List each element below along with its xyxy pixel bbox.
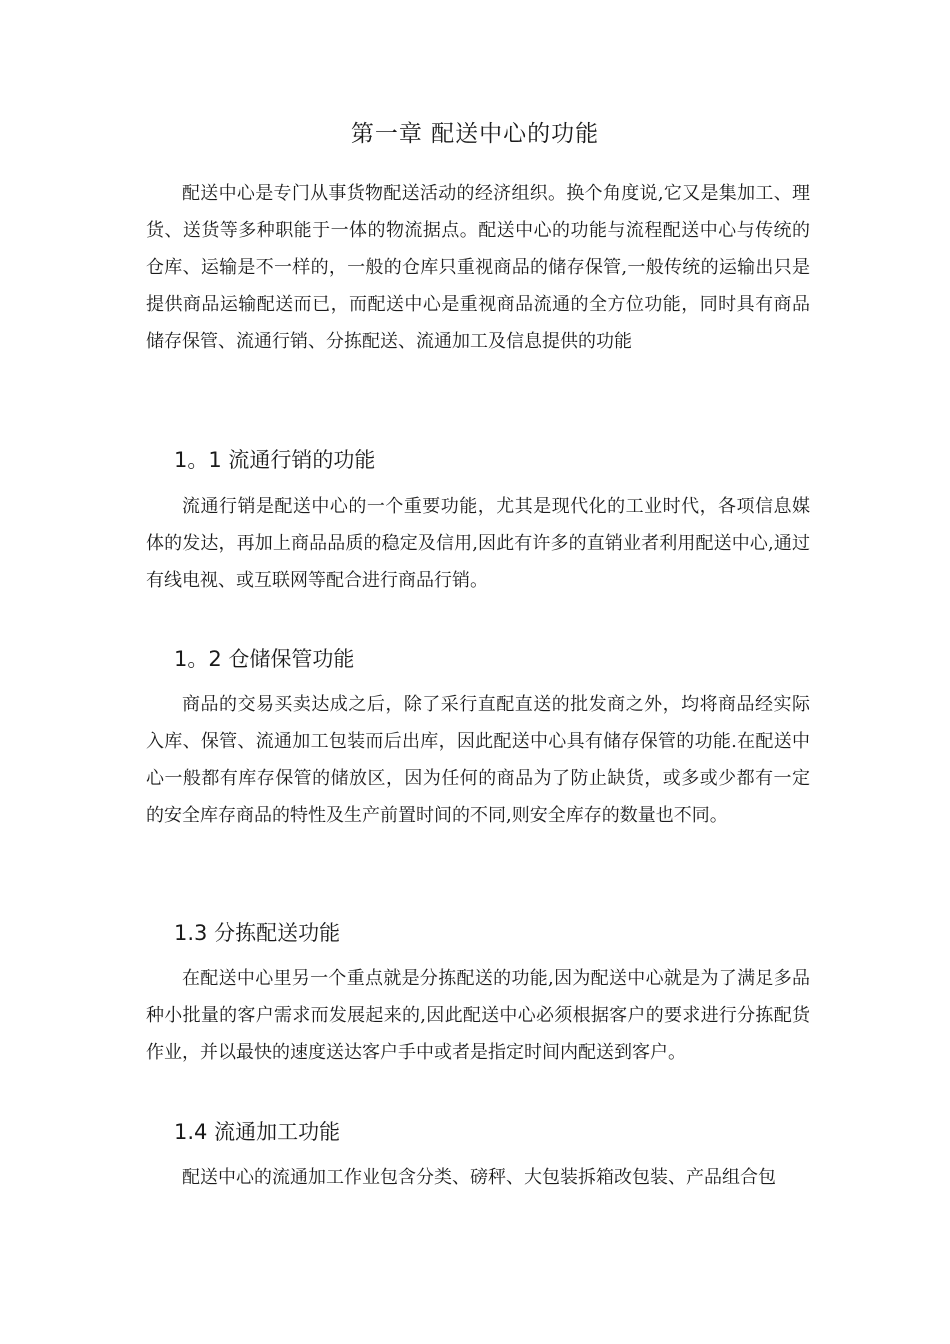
section-body-1-4: 配送中心的流通加工作业包含分类、磅秤、大包装拆箱改包装、产品组合包 (182, 1167, 776, 1188)
section-heading-1-2: 1。2 仓储保管功能 (174, 647, 355, 671)
section-body-1-1: 流通行销是配送中心的一个重要功能，尤其是现代化的工业时代，各项信息媒体的发达，再加上商品品质的稳定及信用,因此有许多的直销业者利用配送中心,通过有线电视、或互联网等配合进行商品行销。 (146, 496, 810, 591)
section-heading-1-4: 1.4 流通加工功能 (174, 1120, 341, 1144)
section-heading-1-1: 1。1 流通行销的功能 (174, 448, 376, 472)
chapter-title: 第一章 配送中心的功能 (350, 121, 600, 147)
section-body-1-2: 商品的交易买卖达成之后，除了采行直配直送的批发商之外，均将商品经实际入库、保管、流通加工包装而后出库，因此配送中心具有储存保管的功能.在配送中心一般都有库存保管的储放区，因为任何的商品为了防止缺货，或多或少都有一定的安全库存商品的特性及生产前置时间的不同,则安全库存的数量也不同。 (146, 694, 810, 826)
section-heading-1-3: 1.3 分拣配送功能 (174, 921, 341, 945)
section-body-1-3: 在配送中心里另一个重点就是分拣配送的功能,因为配送中心就是为了满足多品种小批量的客户需求而发展起来的,因此配送中心必须根据客户的要求进行分拣配货作业，并以最快的速度送达客户手中或者是指定时间内配送到客户。 (146, 968, 810, 1063)
intro-paragraph: 配送中心是专门从事货物配送活动的经济组织。换个角度说,它又是集加工、理货、送货等多种职能于一体的物流据点。配送中心的功能与流程配送中心与传统的仓库、运输是不一样的，一般的仓库只重视商品的储存保管,一般传统的运输出只是提供商品运输配送而已，而配送中心是重视商品流通的全方位功能，同时具有商品储存保管、流通行销、分拣配送、流通加工及信息提供的功能 (146, 183, 810, 352)
